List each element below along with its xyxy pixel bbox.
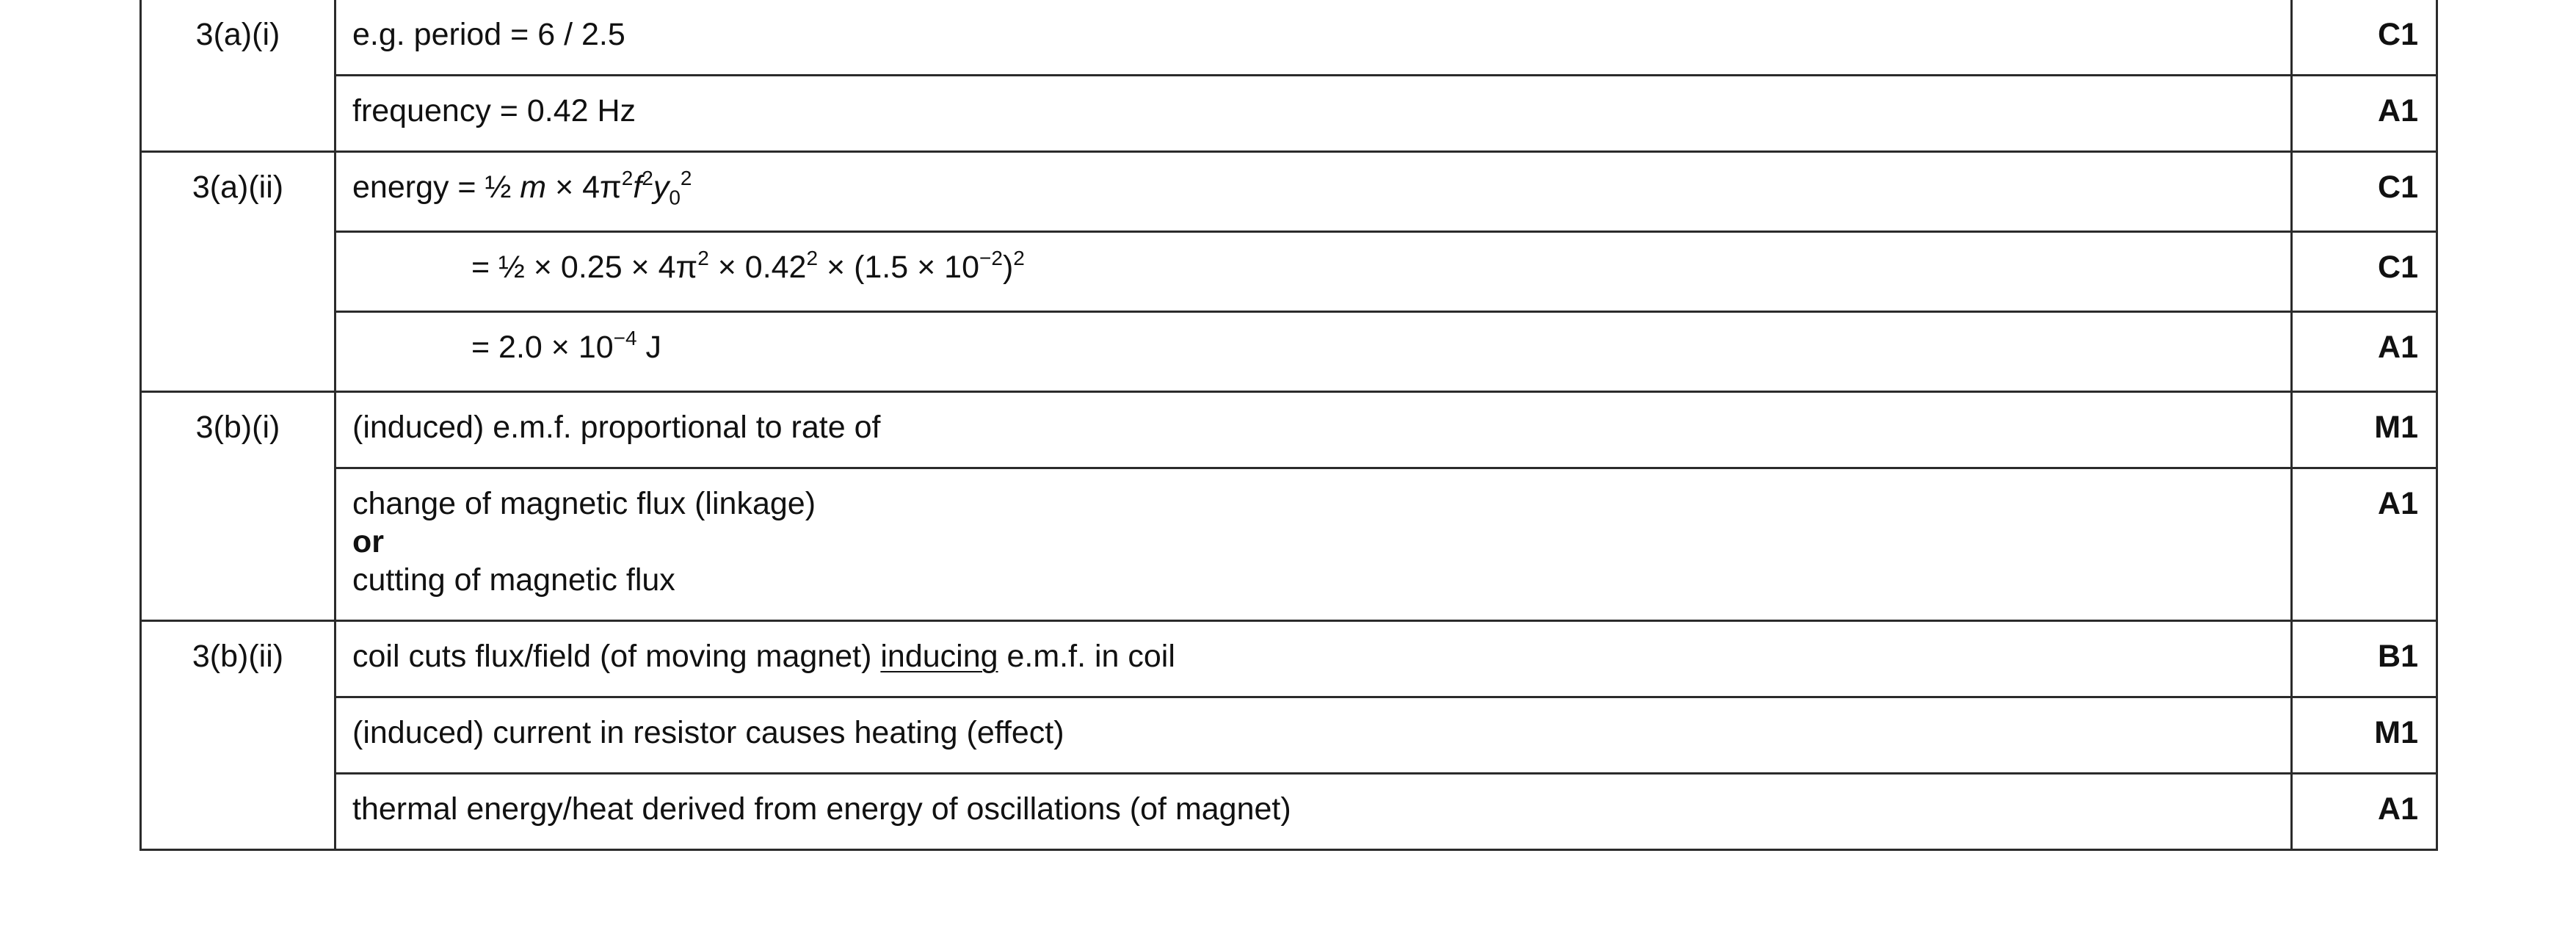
- answer-text: e.g. period = 6 / 2.5: [352, 17, 625, 52]
- mark-code: C1: [2378, 170, 2418, 205]
- question-number: 3(a)(i): [195, 17, 280, 52]
- mark-cell: [2292, 774, 2437, 850]
- equation-text: × 0.42: [708, 250, 807, 285]
- equation-variable-m: m: [520, 170, 547, 205]
- exponent: 2: [621, 166, 634, 189]
- mark-cell: [2292, 76, 2437, 152]
- mark-cell: [2292, 468, 2437, 621]
- table-row: [141, 468, 2437, 621]
- mark-scheme-table: [139, 0, 2438, 851]
- subscript: 0: [669, 186, 681, 209]
- exponent: 2: [680, 166, 692, 189]
- table-row: [141, 152, 2437, 232]
- substitution-equation: [352, 233, 2290, 286]
- mark-code: A1: [2378, 486, 2418, 521]
- mark-code: B1: [2378, 639, 2418, 674]
- answer-cell: [335, 76, 2292, 152]
- answer-cell: [335, 697, 2292, 774]
- answer-cell: [335, 392, 2292, 468]
- question-number-cell: [141, 152, 335, 392]
- answer-cell: [335, 232, 2292, 312]
- answer-text: (induced) e.m.f. proportional to rate of: [352, 410, 881, 445]
- table-row: [141, 232, 2437, 312]
- answer-cell: [335, 621, 2292, 697]
- question-number-cell: [141, 0, 335, 152]
- result-equation: [352, 313, 2290, 366]
- mark-code: A1: [2378, 330, 2418, 365]
- question-number-cell: [141, 621, 335, 850]
- answer-cell: [335, 152, 2292, 232]
- answer-text: [352, 622, 2290, 675]
- question-number-cell: [141, 392, 335, 621]
- answer-segment: coil cuts flux/field (of moving magnet): [352, 639, 881, 674]
- exponent: 2: [642, 166, 653, 189]
- answer-cell: [335, 774, 2292, 850]
- answer-cell: [335, 468, 2292, 621]
- equation-text: energy = ½: [352, 170, 512, 205]
- mark-code: C1: [2378, 17, 2418, 52]
- table-row: [141, 0, 2437, 76]
- alternative-or-label: or: [352, 524, 384, 559]
- table-row: [141, 774, 2437, 850]
- answer-text: thermal energy/heat derived from energy of oscillations (of magnet): [352, 791, 1291, 827]
- exponent: 2: [697, 246, 709, 269]
- question-number: 3(b)(ii): [192, 639, 284, 674]
- mark-cell: [2292, 621, 2437, 697]
- equation-variable-y: y: [653, 170, 670, 205]
- mark-code: M1: [2374, 410, 2418, 445]
- exponent: −4: [613, 326, 637, 349]
- answer-cell: [335, 312, 2292, 392]
- equation-text: J: [636, 330, 662, 365]
- question-number: 3(a)(ii): [192, 170, 284, 205]
- question-number: 3(b)(i): [195, 410, 280, 445]
- table-row: [141, 312, 2437, 392]
- mark-code: A1: [2378, 93, 2418, 128]
- mark-cell: [2292, 0, 2437, 76]
- equation-text: × 4π: [546, 170, 622, 205]
- answer-cell: [335, 0, 2292, 76]
- exponent: 2: [1013, 246, 1025, 269]
- answer-text-block: [352, 469, 2290, 599]
- answer-text: (induced) current in resistor causes heating (effect): [352, 715, 1064, 750]
- mark-cell: [2292, 152, 2437, 232]
- mark-cell: [2292, 697, 2437, 774]
- mark-cell: [2292, 392, 2437, 468]
- table-row: [141, 76, 2437, 152]
- mark-cell: [2292, 232, 2437, 312]
- answer-text: frequency = 0.42 Hz: [352, 93, 636, 128]
- answer-line: change of magnetic flux (linkage): [352, 486, 816, 521]
- equation-text: × (1.5 × 10: [818, 250, 979, 285]
- table-row: [141, 392, 2437, 468]
- equation-text: = 2.0 × 10: [471, 330, 614, 365]
- equation-text: ): [1002, 250, 1014, 285]
- mark-code: A1: [2378, 791, 2418, 827]
- exponent: 2: [806, 246, 819, 269]
- table-row: [141, 621, 2437, 697]
- exponent: −2: [979, 246, 1003, 269]
- underlined-keyword: inducing: [880, 639, 998, 674]
- energy-equation: [352, 153, 2290, 209]
- equation-text: = ½ × 0.25 × 4π: [471, 250, 698, 285]
- equation-variable-f: f: [633, 170, 642, 205]
- answer-segment: e.m.f. in coil: [998, 639, 1175, 674]
- mark-code: M1: [2374, 715, 2418, 750]
- mark-cell: [2292, 312, 2437, 392]
- table-row: [141, 697, 2437, 774]
- mark-code: C1: [2378, 250, 2418, 285]
- answer-line: cutting of magnetic flux: [352, 562, 675, 598]
